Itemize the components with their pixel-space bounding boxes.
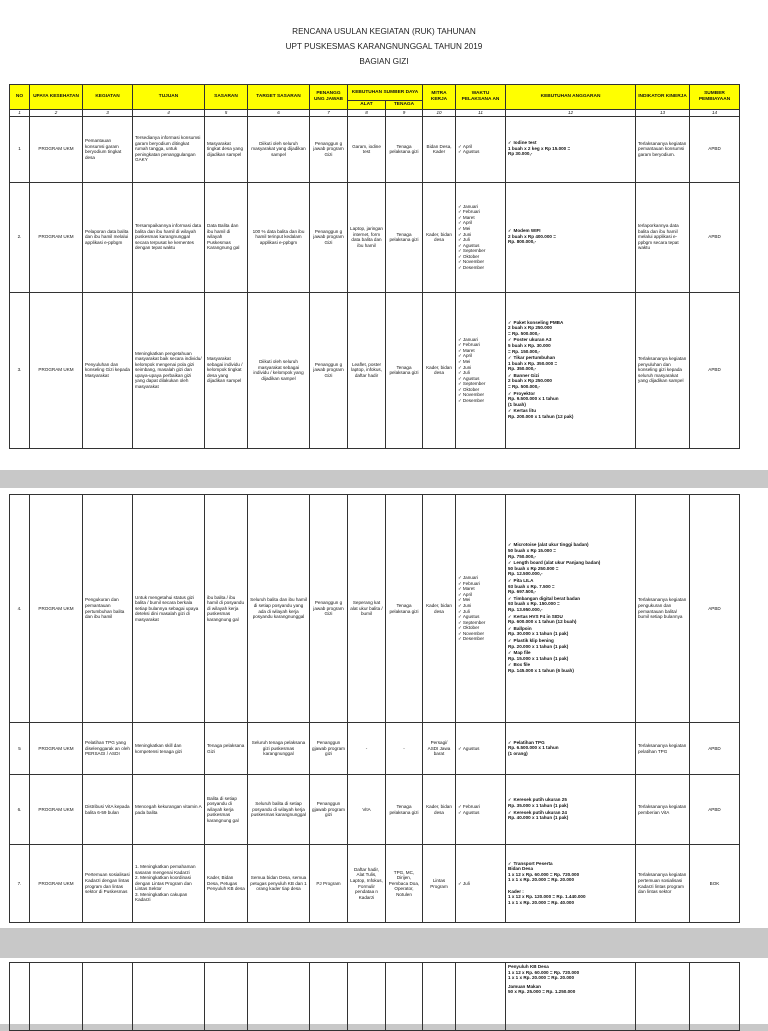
table-row: [10, 116, 740, 182]
cell-alat: Laptop, jaringan internet, form data balita dan ibu hamil: [348, 182, 386, 292]
header-indikator: INDIKATOR KINERJA: [636, 85, 690, 110]
cont-makan: Jamuan Makan 50 x Rp. 25.000 = Rp. 1.250.000: [508, 983, 576, 995]
waktu-month: ✓ Januari: [458, 337, 503, 343]
header-sumber: KEBUTUHAN SUMBER DAYA: [348, 85, 423, 101]
anggaran-item: ✓ Keresek putih ukuran 24 Rp. 40.000 x 1 tahun (1 pak): [508, 810, 633, 821]
cont-cell: [690, 963, 740, 1031]
waktu-month: ✓ Juli: [458, 609, 503, 615]
cell-biaya: APBD: [690, 116, 740, 182]
cell-biaya: APBD: [690, 723, 740, 775]
cell-upaya: PROGRAM UKM: [30, 116, 83, 182]
cell-waktu: [456, 292, 506, 448]
header-pj: PENANGG UNG JAWAB: [310, 85, 348, 110]
cell-waktu: [456, 845, 506, 923]
cell-target: Seluruh balita dan ibu hamil di setiap posyandu yang ada di wilayah kerja posyandu karangnunggal: [248, 495, 310, 723]
cell-biaya: APBD: [690, 775, 740, 845]
document-title: [0, 24, 768, 69]
column-number: 9: [386, 109, 423, 116]
anggaran-item: ✓ Timbangan digital berat badan 93 buah x Rp. 150.000 = Rp. 13.950.000,-: [508, 596, 633, 613]
waktu-month: ✓ Agustus: [458, 746, 503, 752]
cell-alat: Seperang kat alat ukur balita / bumil: [348, 495, 386, 723]
cell-mitra: Bidan Desa, Kader: [423, 116, 456, 182]
anggaran-item: ✓ Plastik klip bening Rp. 20.000 x 1 tahun (1 pak): [508, 638, 633, 649]
cell-pj: Penanggun g jawab program Gizi: [310, 292, 348, 448]
table-row: [10, 495, 740, 723]
waktu-month: ✓ Agustus: [458, 149, 503, 155]
cell-tenaga: Tenaga pelaksana gizi: [386, 775, 423, 845]
cell-sasaran: Data Balita dan ibu hamil di wilayah Puskesmas Karangnung gal: [205, 182, 248, 292]
cell-alat: Daftar hadir, Alat Tulis, Laptop, Infokus, Formulir pendataa n Kadarzi: [348, 845, 386, 923]
cell-sasaran: Balita di setiap posyandu di wilayah kerja puskesmas karangnung gal: [205, 775, 248, 845]
cell-tujuan: Tersampaikannya informasi data balita dan ibu hamil di wilayah puskesmas karangnunggal secara terpusat ke kementes dengan tepat waktu: [133, 182, 205, 292]
cell-waktu: [456, 495, 506, 723]
waktu-month: ✓ Februari: [458, 342, 503, 348]
waktu-month: ✓ Februari: [458, 209, 503, 215]
cell-tujuan: Tersedianya informasi konsumsi garam beryodium ditingkat rumah tangga, untuk peningkatan penanggulangan GAKY: [133, 116, 205, 182]
column-number: 5: [205, 109, 248, 116]
cell-upaya: PROGRAM UKM: [30, 845, 83, 923]
waktu-month: ✓ Maret: [458, 586, 503, 592]
cont-cell: [133, 963, 205, 1031]
waktu-month: ✓ Mei: [458, 597, 503, 603]
column-number: 11: [456, 109, 506, 116]
cell-mitra: Kader, bidan desa: [423, 775, 456, 845]
cell-pj: Penanggun gjawab program gizi: [310, 775, 348, 845]
waktu-month: ✓ Mei: [458, 359, 503, 365]
cont-cell: [248, 963, 310, 1031]
column-number: 7: [310, 109, 348, 116]
header-mitra: MITRA KERJA: [423, 85, 456, 110]
cell-no: 2.: [10, 182, 30, 292]
cont-cell: [636, 963, 690, 1031]
anggaran-item: ✓ Proyektor Rp. 9.500.000 x 1 tahun (1 buah): [508, 391, 633, 408]
header-tenaga: TENAGA: [386, 101, 423, 110]
waktu-month: ✓ September: [458, 620, 503, 626]
cell-tenaga: Tenaga pelaksana gizi: [386, 292, 423, 448]
waktu-month: ✓ September: [458, 381, 503, 387]
cell-kegiatan: Pemantauan konsumsi garam beryodium tingkat desa: [83, 116, 133, 182]
cell-anggaran: [506, 116, 636, 182]
column-number: 12: [506, 109, 636, 116]
cell-biaya: APBD: [690, 182, 740, 292]
anggaran-item: ✓ Kertas litu Rp. 200.000 x 1 tahun (12 pak): [508, 408, 633, 419]
cell-no: 1: [10, 116, 30, 182]
cell-no: 3.: [10, 292, 30, 448]
cell-kegiatan: Pelaporan data balita dan ibu hamil melalui applikasi e-ppbgm: [83, 182, 133, 292]
column-number: 4: [133, 109, 205, 116]
cell-kegiatan: Distribusi VitA kepada balita 6-59 bulan: [83, 775, 133, 845]
column-number: 3: [83, 109, 133, 116]
cont-cell: [386, 963, 423, 1031]
header-waktu: WAKTU PELAKSANA AN: [456, 85, 506, 110]
anggaran-item: ✓ Ballpoin Rp. 30.000 x 1 tahun (1 pak): [508, 626, 633, 637]
cell-biaya: APBD: [690, 292, 740, 448]
anggaran-item: ✓ Banner Gizi 2 buah x Rp 250.000 = Rp. 500.000,-: [508, 373, 633, 390]
header-anggaran: KEBUTUHAN ANGGARAN: [506, 85, 636, 110]
waktu-month: ✓ Januari: [458, 575, 503, 581]
cell-kegiatan: Pertemuan sosialisasi Kadarzi dengan lintas program dan lintas sektor di Puskesmas: [83, 845, 133, 923]
anggaran-item: ✓ Iodine test 1 buah x 2 keg x Rp 15.000 = Rp 30.000,-: [508, 140, 633, 157]
anggaran-item: ✓ Modem WIFI 2 buah x Rp 400.000 = Rp. 800.000,-: [508, 228, 633, 245]
cell-no: 4.: [10, 495, 30, 723]
cell-alat: Garam, iodine test: [348, 116, 386, 182]
waktu-month: ✓ Juli: [458, 370, 503, 376]
waktu-month: ✓ November: [458, 259, 503, 265]
cell-sasaran: ibu balita / ibu hamil di posyandu di wilayah kerja puskesmas karangnung gal: [205, 495, 248, 723]
waktu-month: ✓ Oktober: [458, 254, 503, 260]
cell-target: Diikuti oleh seluruh masyarakat yang dijadikan sampel: [248, 116, 310, 182]
header-biaya: SUMBER PEMBIAYAAN: [690, 85, 740, 110]
document-page-3: [0, 958, 768, 1024]
waktu-month: ✓ Januari: [458, 204, 503, 210]
cont-cell: [83, 963, 133, 1031]
cell-upaya: PROGRAM UKM: [30, 292, 83, 448]
column-number: 10: [423, 109, 456, 116]
table-row: [10, 182, 740, 292]
waktu-month: ✓ Maret: [458, 348, 503, 354]
cell-alat: Leaflet, poster laptop, infokus, daftar hadir: [348, 292, 386, 448]
cell-pj: Penanggun gjawab program gizi: [310, 723, 348, 775]
anggaran-item: ✓ Length board (alat ukur Panjang badan) 50 buah x Rp 250.000 = Rp. 12.500.000,-: [508, 560, 633, 577]
waktu-month: ✓ Februari: [458, 804, 503, 810]
cell-tenaga: -: [386, 723, 423, 775]
anggaran-item: ✓ Transport Peserta Bidan Desa 1 x 12 x Rp. 60.000 = Rp. 720.000 1 x 1 x Rp. 20.000 = Rp. 20.000 Kader : 1 x 12 x Rp. 120.000 = Rp. 1.440.000 1 x 1 x Rp. 20.000 = Rp. 40.000: [508, 861, 633, 906]
cell-target: Seluruh tenaga pelaksana gizi puskesmas karangnunggal: [248, 723, 310, 775]
cell-upaya: PROGRAM UKM: [30, 723, 83, 775]
column-number: 13: [636, 109, 690, 116]
waktu-month: ✓ November: [458, 631, 503, 637]
cell-upaya: PROGRAM UKM: [30, 182, 83, 292]
anggaran-item: ✓ Box file Rp. 145.000 x 1 tahun (6 buah): [508, 662, 633, 673]
title-line-2: UPT PUSKESMAS KARANGNUNGGAL TAHUN 2019: [285, 42, 483, 51]
header-sasaran: SASARAN: [205, 85, 248, 110]
anggaran-item: ✓ Pelatihan TPG Rp. 6.500.000 x 1 tahun (1 orang): [508, 740, 633, 757]
cell-alat: VitA: [348, 775, 386, 845]
cell-indikator: Terlaksananya kegiatan penyuluhan dan konseling gizi kepada seluruh masyarakat yang dijadikan sampel: [636, 292, 690, 448]
cell-pj: PJ Program: [310, 845, 348, 923]
cont-cell: [423, 963, 456, 1031]
waktu-month: ✓ Desember: [458, 398, 503, 404]
cell-upaya: PROGRAM UKM: [30, 775, 83, 845]
cont-cell: [30, 963, 83, 1031]
waktu-month: ✓ Agustus: [458, 376, 503, 382]
cell-anggaran: [506, 292, 636, 448]
cell-anggaran: [506, 495, 636, 723]
anggaran-item: ✓ Microtoise (alat ukur tinggi badan) 50 buah x Rp 15.000 = Rp. 750.000,-: [508, 542, 633, 559]
cell-pj: Penanggun g jawab program Gizi: [310, 116, 348, 182]
cell-target: 100 % data balita dan ibu hamil terinput kedalam applikasi e-ppbgm: [248, 182, 310, 292]
cell-upaya: PROGRAM UKM: [30, 495, 83, 723]
waktu-month: ✓ Agustus: [458, 614, 503, 620]
cell-tenaga: Tenaga pelaksana gizi: [386, 495, 423, 723]
cell-pj: Penanggun g jawab program Gizi: [310, 495, 348, 723]
cell-anggaran: [506, 845, 636, 923]
cell-tujuan: Meningkatkan skill dan kompetensi tenaga gizi: [133, 723, 205, 775]
cell-waktu: [456, 116, 506, 182]
cell-waktu: [456, 723, 506, 775]
column-number: 1: [10, 109, 30, 116]
cell-sasaran: Kader, Bidan Desa, Petugas Penyuluh KB desa: [205, 845, 248, 923]
cell-target: Semua bidan Desa, semua petugas penyuluh KB dan 1 orang kader tiap desa: [248, 845, 310, 923]
waktu-month: ✓ Desember: [458, 265, 503, 271]
table-row: [10, 845, 740, 923]
cell-target: Diikuti oleh seluruh masyarakat sebagai individu / kelompok yang dijadikan sampel: [248, 292, 310, 448]
document-page-2: [0, 488, 768, 928]
waktu-month: ✓ April: [458, 220, 503, 226]
cell-no: 7.: [10, 845, 30, 923]
anggaran-item: ✓ Kertas HVS F4 in SIDU Rp. 600.000 x 1 tahun (12 buah): [508, 614, 633, 625]
column-number: 2: [30, 109, 83, 116]
cell-sasaran: Tenaga pelaksana Gizi: [205, 723, 248, 775]
waktu-month: ✓ April: [458, 353, 503, 359]
cell-tujuan: Mencegah kekurangan vitamin A pada balita: [133, 775, 205, 845]
cell-indikator: terlaporkannya data balita dan ibu hamil melalui applikasi e-ppbgm secara tepat waktu: [636, 182, 690, 292]
waktu-month: ✓ Oktober: [458, 625, 503, 631]
header-tujuan: TUJUAN: [133, 85, 205, 110]
ruk-table-part-1: [9, 84, 740, 449]
waktu-month: ✓ Maret: [458, 215, 503, 221]
waktu-month: ✓ Oktober: [458, 387, 503, 393]
header-kegiatan: KEGIATAN: [83, 85, 133, 110]
waktu-month: ✓ Juli: [458, 881, 503, 887]
title-line-3: BAGIAN GIZI: [359, 57, 409, 66]
cell-target: Seluruh balita di setiap posyandu di wilayah kerja puskesmas karangnunggal: [248, 775, 310, 845]
waktu-month: ✓ Juli: [458, 237, 503, 243]
column-number: 8: [348, 109, 386, 116]
cell-waktu: [456, 182, 506, 292]
table-row: [10, 723, 740, 775]
cell-mitra: Lintas Program: [423, 845, 456, 923]
cell-alat: -: [348, 723, 386, 775]
cell-tenaga: Tenaga pelaksana gizi: [386, 182, 423, 292]
cell-tujuan: Meningkatkan pengetahuan masyarakat baik secara individu/ kelompok mengenai pola gizi seimbang, masalah gizi dan upaya-upaya perbaikan gizi yang dapat dilakukan oleh masyarakat: [133, 292, 205, 448]
cell-anggaran: [506, 775, 636, 845]
cont-cell: [310, 963, 348, 1031]
cell-no: 5: [10, 723, 30, 775]
cont-cell: [10, 963, 30, 1031]
waktu-month: ✓ Februari: [458, 581, 503, 587]
cell-tenaga: Tenaga pelaksana gizi: [386, 116, 423, 182]
cell-tujuan: 1. Meningkatkan pemahaman sasaran mengenai Kadarzi 2. Meningkatkan koordinasi dengan Lintas Program dan Lintas Sektor 3. Meningkatkan cakupan Kadarzi: [133, 845, 205, 923]
cell-anggaran: [506, 723, 636, 775]
cell-tujuan: Untuk mengetahui status gizi balita / bumil secara berkala setiap bulannya sebagai upaya deteksi dini masalah gizi di masyarakat: [133, 495, 205, 723]
cell-kegiatan: Penyuluhan dan konseling Gizi kepada Masyarakat: [83, 292, 133, 448]
cell-pj: Penanggun g jawab program Gizi: [310, 182, 348, 292]
cell-biaya: BOK: [690, 845, 740, 923]
column-number: 6: [248, 109, 310, 116]
waktu-month: ✓ September: [458, 248, 503, 254]
cont-anggaran-cell: [506, 963, 636, 1031]
cell-mitra: Kader, bidan desa: [423, 292, 456, 448]
waktu-month: ✓ Desember: [458, 636, 503, 642]
anggaran-item: ✓ Map file Rp. 15.000 x 1 tahun (1 pak): [508, 650, 633, 661]
cell-anggaran: [506, 182, 636, 292]
waktu-month: ✓ Mei: [458, 226, 503, 232]
anggaran-item: ✓ Paket konseling PMBA 2 buah x Rp 250.000 = Rp. 500.000,-: [508, 320, 633, 337]
cont-penyuluh: Penyuluh KB Desa 1 x 12 x Rp. 60.000 = Rp. 720.000 1 x 1 x Rp. 20.000 = Rp. 20.000: [508, 964, 580, 981]
column-number: 14: [690, 109, 740, 116]
cell-waktu: [456, 775, 506, 845]
document-page-1: [0, 0, 768, 470]
ruk-table-part-3: [9, 962, 740, 1031]
anggaran-item: ✓ Keresek putih ukuran 25 Rp. 35.000 x 1 tahun (1 pak): [508, 797, 633, 808]
cell-kegiatan: Pelatihan TPG yang diselenggarak an oleh PERSAGI / ASDI: [83, 723, 133, 775]
ruk-table-part-2: [9, 494, 740, 923]
cont-cell: [348, 963, 386, 1031]
waktu-month: ✓ Juni: [458, 365, 503, 371]
cell-indikator: Terlaksananya kegiatan pertemuan sosialisasi Kadarzi lintas program dan lintas sektor: [636, 845, 690, 923]
cell-indikator: Terlaksananya kegiatan pelatihan TPG: [636, 723, 690, 775]
waktu-month: ✓ Agustus: [458, 243, 503, 249]
cell-mitra: Persagi/ ASDI Jawa barat: [423, 723, 456, 775]
cell-kegiatan: Pengukuran dan pemantauan pertumbuhan balita dan ibu hamil: [83, 495, 133, 723]
table-row: [10, 292, 740, 448]
header-upaya: UPAYA KESEHATAN: [30, 85, 83, 110]
cell-indikator: Terlaksananya kegiatan pemantauan konsumsi garam beryodium.: [636, 116, 690, 182]
cont-cell: [205, 963, 248, 1031]
cell-mitra: Kader, bidan desa: [423, 182, 456, 292]
cell-mitra: Kader, bidan desa: [423, 495, 456, 723]
cell-no: 6.: [10, 775, 30, 845]
anggaran-item: ✓ Tikar pertumbuhan 1 buah x Rp. 350.000 = Rp. 350.000,-: [508, 355, 633, 372]
header-alat: ALAT: [348, 101, 386, 110]
waktu-month: ✓ April: [458, 144, 503, 150]
cell-indikator: Terlaksananya kegiatan pengukuran dan pemantauan balita/ bumil setiap bulannya: [636, 495, 690, 723]
waktu-month: ✓ April: [458, 592, 503, 598]
table-row: [10, 775, 740, 845]
anggaran-item: ✓ Pita LILA 93 buah x Rp. 7.500 = Rp. 697.500,-: [508, 578, 633, 595]
cell-biaya: APBD: [690, 495, 740, 723]
cont-cell: [456, 963, 506, 1031]
waktu-month: ✓ November: [458, 392, 503, 398]
cell-indikator: Terlaksananya kegiatan pemberian VitA: [636, 775, 690, 845]
waktu-month: ✓ Agustus: [458, 810, 503, 816]
header-no: NO: [10, 85, 30, 110]
header-target: TARGET SASARAN: [248, 85, 310, 110]
title-line-1: RENCANA USULAN KEGIATAN (RUK) TAHUNAN: [292, 27, 476, 36]
cell-sasaran: Masyarakat sebagai individu / kelompok tingkat desa yang dijadikan sampel: [205, 292, 248, 448]
anggaran-item: ✓ Poster ukuran A3 5 buah x Rp. 30.000 = Rp. 150.000,-: [508, 337, 633, 354]
cell-sasaran: Masyarakat tingkat desa yang dijadikan sampel: [205, 116, 248, 182]
waktu-month: ✓ Juni: [458, 603, 503, 609]
waktu-month: ✓ Juni: [458, 232, 503, 238]
cell-tenaga: TPG, MC, Dirijen, Pembaca Doa, Operator, Notulen: [386, 845, 423, 923]
